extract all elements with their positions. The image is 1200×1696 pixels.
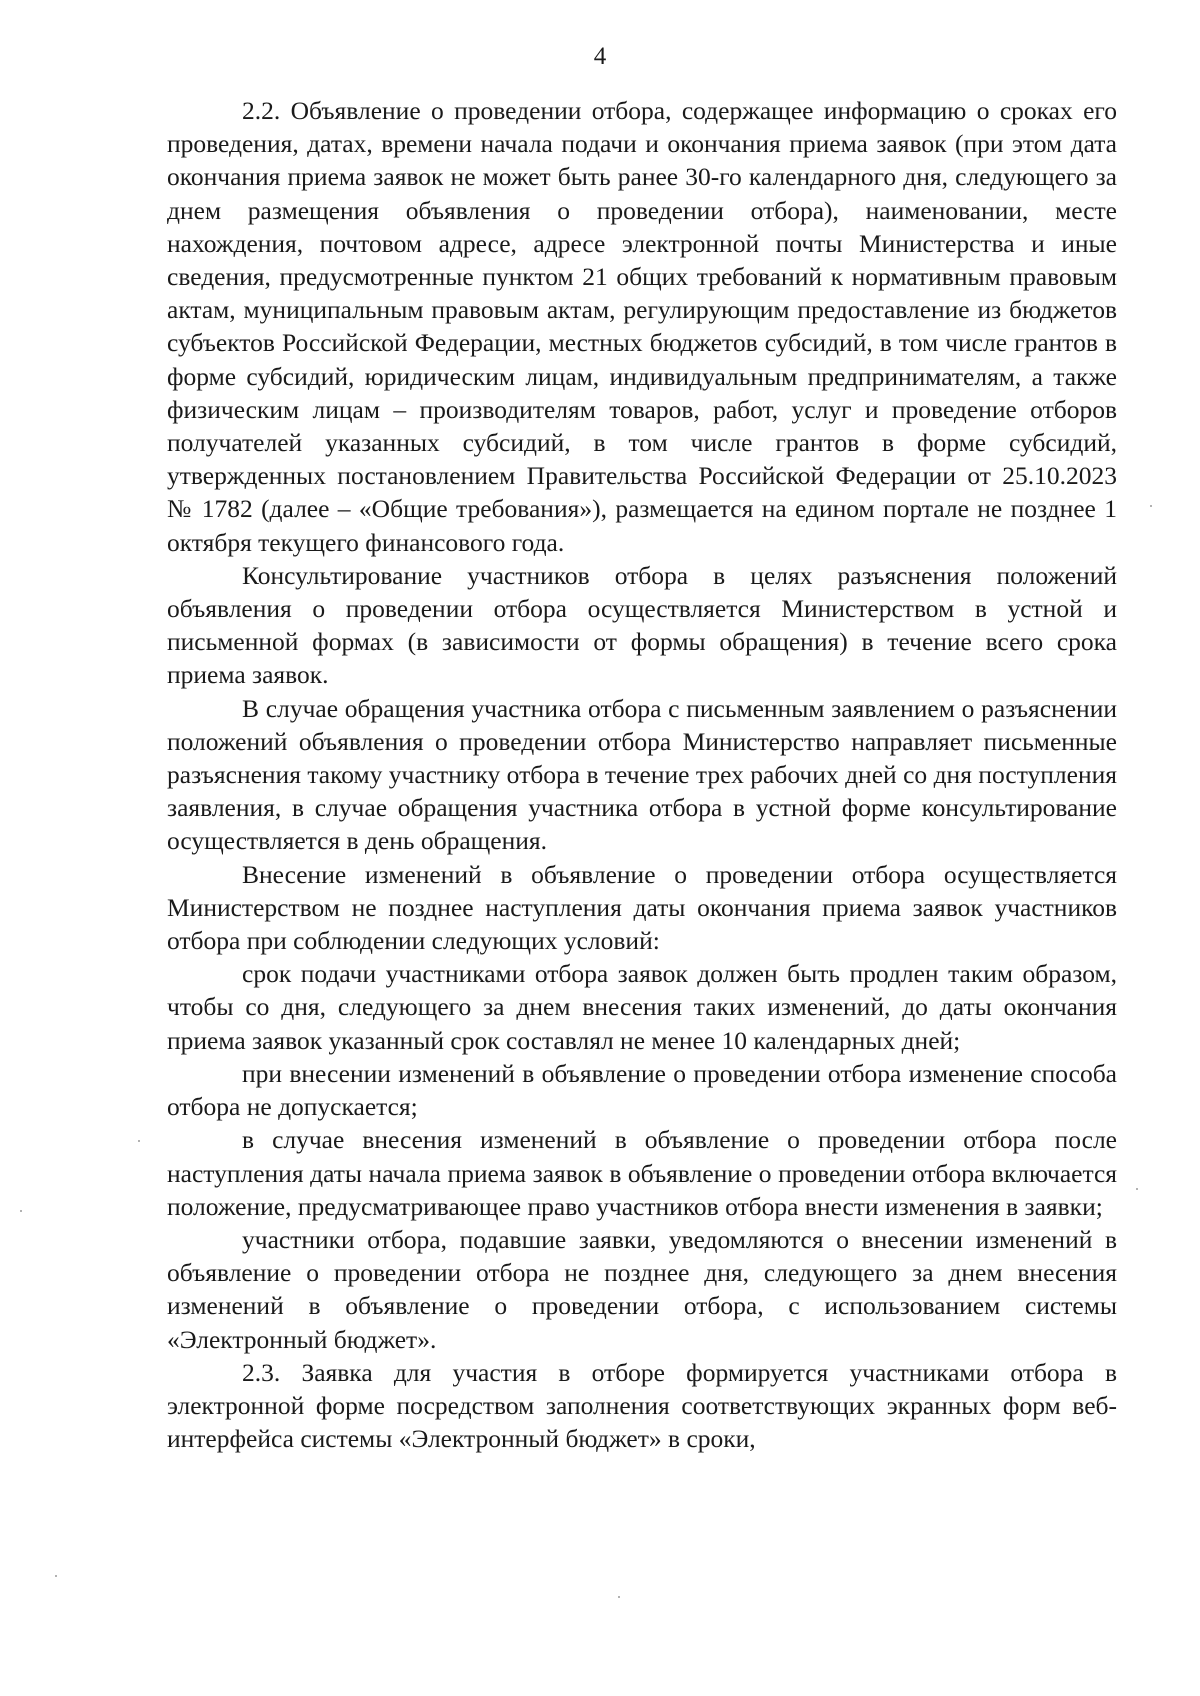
paragraph-condition-notification: участники отбора, подавшие заявки, уведомляются о внесении изменений в объявление о проведении отбора не позднее дня, следующего за днем внесения изменений в объявление о проведении отбора, с использованием системы «Электронный бюджет». xyxy=(167,1224,1117,1354)
paragraph-condition-deadline: срок подачи участниками отбора заявок должен быть продлен таким образом, чтобы со дня, следующего за днем внесения таких изменений, до даты окончания приема заявок указанный срок составлял не менее 10 календарных дней; xyxy=(167,959,1117,1055)
page-number: 4 xyxy=(593,43,607,70)
scan-speck xyxy=(1150,505,1152,507)
paragraph-consulting: Консультирование участников отбора в целях разъяснения положений объявления о проведении отбора осуществляется Министерством в устной и письменной формах (в зависимости от формы обращения) в течение всего срока приема заявок. xyxy=(167,560,1117,690)
paragraph-2-3-application: 2.3. Заявка для участия в отборе формируется участниками отбора в электронной форме посредством заполнения соответствующих экранных форм веб-интерфейса системы «Электронный бюджет» в сроки, xyxy=(167,1357,1117,1454)
scan-speck xyxy=(618,1596,620,1598)
paragraph-written-inquiry: В случае обращения участника отбора с письменным заявлением о разъяснении положений объявления о проведении отбора Министерство направляет письменные разъяснения такому участнику отбора в течение трех рабочих дней со дня поступления заявления, в случае обращения участника отбора в устной форме консультирование осуществляется в день обращения. xyxy=(167,693,1117,856)
paragraph-condition-changes: в случае внесения изменений в объявление о проведении отбора после наступления даты начала приема заявок в объявление о проведении отбора включается положение, предусматривающее право участников отбора внести изменения в заявки; xyxy=(167,1125,1117,1221)
scan-speck xyxy=(20,1210,22,1212)
paragraph-2-2-announcement: 2.2. Объявление о проведении отбора, содержащее информацию о сроках его проведения, датах, времени начала подачи и окончания приема заявок (при этом дата окончания приема заявок не может быть ранее 30-го календарного дня, следующего за днем размещения объявления о проведении отбора), наименовании, месте нахождения, почтовом адресе, адресе электронной почты Министерства и иные сведения, предусмотренные пунктом 21 общих требований к нормативным правовым актам, муниципальным правовым актам, регулирующим предоставление из бюджетов субъектов Российской Федерации, местных бюджетов субсидий, в том числе грантов в форме субсидий, юридическим лицам, индивидуальным предпринимателям, а также физическим лицам – производителям товаров, работ, услуг и проведение отборов получателей указанных субсидий, в том числе грантов в форме субсидий, утвержденных постановлением Правительства Российской Федерации от 25.10.2023 № 1782 (далее – «Общие требования»), размещается на едином портале не позднее 1 октября текущего финансового года. xyxy=(167,96,1117,557)
paragraph-condition-method: при внесении изменений в объявление о проведении отбора изменение способа отбора не допускается; xyxy=(167,1058,1117,1122)
paragraph-amendments: Внесение изменений в объявление о проведении отбора осуществляется Министерством не позднее наступления даты окончания приема заявок участников отбора при соблюдении следующих условий: xyxy=(167,859,1117,956)
scan-speck xyxy=(55,1575,57,1577)
scan-speck xyxy=(1136,1188,1138,1190)
document-body xyxy=(167,94,1117,1455)
scan-speck xyxy=(138,1140,140,1142)
